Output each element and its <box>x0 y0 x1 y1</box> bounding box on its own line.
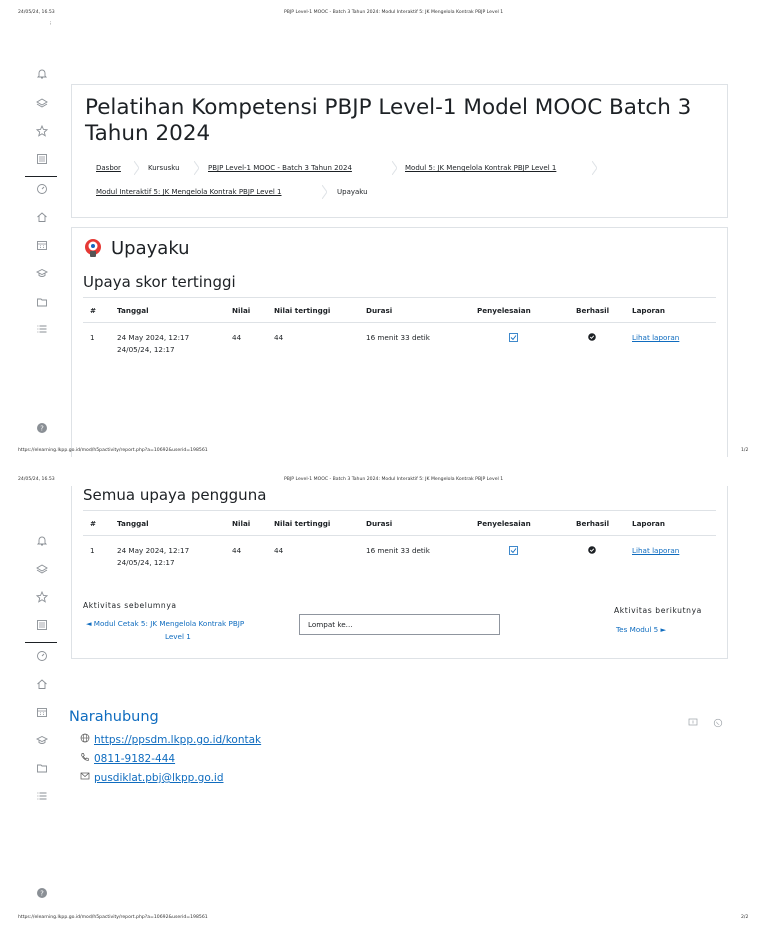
bell-icon[interactable] <box>36 68 48 80</box>
jump-to-select[interactable] <box>299 614 500 635</box>
breadcrumb-separator <box>134 161 139 175</box>
row-durasi: 16 menit 33 detik <box>366 546 430 555</box>
list-icon[interactable] <box>36 790 48 802</box>
breadcrumb-separator <box>392 161 397 175</box>
row-nilai-tertinggi: 44 <box>274 546 284 555</box>
prev-activity-link-line2[interactable]: Level 1 <box>165 632 191 641</box>
row-date: 24 May 2024, 12:17 <box>117 333 190 342</box>
home-icon[interactable] <box>36 211 48 223</box>
prev-activity-link[interactable]: ◄ Modul Cetak 5: JK Mengelola Kontrak PBJP <box>86 619 245 628</box>
home-icon[interactable] <box>36 678 48 690</box>
col-header-berhasil: Berhasil <box>576 306 610 315</box>
rail-active-divider <box>25 642 57 643</box>
bell-icon[interactable] <box>36 535 48 547</box>
help-icon[interactable] <box>36 887 48 899</box>
row-nilai: 44 <box>232 333 242 342</box>
folder-icon[interactable] <box>36 762 48 774</box>
breadcrumb-separator <box>322 185 327 199</box>
col-header-nilai-tertinggi: Nilai tertinggi <box>274 519 331 528</box>
calendar-icon[interactable] <box>36 706 48 718</box>
best-attempt-table <box>83 297 716 357</box>
col-header-tanggal: Tanggal <box>117 519 149 528</box>
table-header-row <box>83 297 716 323</box>
breadcrumb-activity[interactable]: Modul Interaktif 5: JK Mengelola Kontrak PBJP Level 1 <box>96 188 282 196</box>
checkbox-checked-icon <box>509 333 518 344</box>
contact-email-link[interactable]: pusdiklat.pbj@lkpp.go.id <box>94 772 224 784</box>
col-header-durasi: Durasi <box>366 519 393 528</box>
breadcrumb-kursusku: Kursusku <box>148 164 180 172</box>
all-attempts-table <box>83 510 716 570</box>
row-num: 1 <box>90 333 95 342</box>
globe-icon <box>80 733 94 746</box>
checkbox-checked-icon <box>509 546 518 557</box>
print-header-title: PBJP Level-1 MOOC - Batch 3 Tahun 2024: Modul Interaktif 5: JK Mengelola Kontrak PBJP Level 1 <box>284 10 504 15</box>
col-header-num: # <box>90 306 97 315</box>
col-header-penyelesaian: Penyelesaian <box>477 519 531 528</box>
rail-active-divider <box>25 176 57 177</box>
row-durasi: 16 menit 33 detik <box>366 333 430 342</box>
stray-mark: ; <box>50 21 52 26</box>
newspaper-icon[interactable] <box>36 619 48 631</box>
check-circle-icon <box>588 546 596 556</box>
col-header-num: # <box>90 519 97 528</box>
col-header-durasi: Durasi <box>366 306 393 315</box>
whatsapp-icon[interactable] <box>713 713 723 723</box>
col-header-laporan: Laporan <box>632 519 666 528</box>
calendar-icon[interactable] <box>36 239 48 251</box>
help-icon[interactable] <box>36 422 48 434</box>
layers-icon[interactable] <box>36 563 48 575</box>
gauge-icon[interactable] <box>36 650 48 662</box>
h5p-activity-icon <box>82 238 104 260</box>
activity-title: Upayaku <box>111 238 190 259</box>
svg-text:?: ? <box>40 424 44 433</box>
col-header-laporan: Laporan <box>632 306 666 315</box>
col-header-nilai-tertinggi: Nilai tertinggi <box>274 306 331 315</box>
col-header-berhasil: Berhasil <box>576 519 610 528</box>
row-date-short: 24/05/24, 12:17 <box>117 345 175 354</box>
breadcrumb-current: Upayaku <box>337 188 368 196</box>
row-nilai: 44 <box>232 546 242 555</box>
breadcrumb-course[interactable]: PBJP Level-1 MOOC - Batch 3 Tahun 2024 <box>208 164 352 172</box>
breadcrumb-separator <box>194 161 199 175</box>
print-datetime: 24/05/24, 16.53 <box>18 10 55 15</box>
breadcrumb-dasbor[interactable]: Dasbor <box>96 164 121 172</box>
graduation-cap-icon[interactable] <box>36 267 48 279</box>
check-circle-icon <box>588 333 596 343</box>
envelope-icon <box>80 771 94 784</box>
prev-activity-label: Aktivitas sebelumnya <box>83 601 177 610</box>
gauge-icon[interactable] <box>36 183 48 195</box>
row-date: 24 May 2024, 12:17 <box>117 546 190 555</box>
print-page-number: 1/2 <box>741 448 749 453</box>
contact-phone[interactable] <box>80 752 175 765</box>
contact-phone-link[interactable]: 0811-9182-444 <box>94 753 176 765</box>
table-header-row <box>83 510 716 536</box>
print-footer-url: https://elearning.lkpp.go.id/mod/h5pactivity/report.php?a=10692&userid=198561 <box>18 915 208 920</box>
jump-to-placeholder: Lompat ke... <box>308 620 353 629</box>
col-header-penyelesaian: Penyelesaian <box>477 306 531 315</box>
print-header-title: PBJP Level-1 MOOC - Batch 3 Tahun 2024: Modul Interaktif 5: JK Mengelola Kontrak PBJP Level 1 <box>284 477 504 482</box>
contact-email[interactable] <box>80 771 224 784</box>
row-nilai-tertinggi: 44 <box>274 333 284 342</box>
contact-website[interactable] <box>80 733 261 746</box>
graduation-cap-icon[interactable] <box>36 734 48 746</box>
col-header-nilai: Nilai <box>232 519 251 528</box>
svg-text:?: ? <box>40 889 44 898</box>
breadcrumb-module[interactable]: Modul 5: JK Mengelola Kontrak PBJP Level 1 <box>405 164 557 172</box>
layers-icon[interactable] <box>36 97 48 109</box>
breadcrumb-separator <box>592 161 597 175</box>
col-header-nilai: Nilai <box>232 306 251 315</box>
list-icon[interactable] <box>36 323 48 335</box>
contact-website-link[interactable]: https://ppsdm.lkpp.go.id/kontak <box>94 734 262 746</box>
best-attempt-heading: Upaya skor tertinggi <box>83 273 236 291</box>
folder-icon[interactable] <box>36 296 48 308</box>
next-activity-label: Aktivitas berikutnya <box>614 606 702 615</box>
col-header-tanggal: Tanggal <box>117 306 149 315</box>
all-attempts-heading: Semua upaya pengguna <box>83 486 267 504</box>
row-num: 1 <box>90 546 95 555</box>
view-report-link[interactable]: Lihat laporan <box>632 333 680 342</box>
star-icon[interactable] <box>36 591 48 603</box>
view-report-link[interactable]: Lihat laporan <box>632 546 680 555</box>
page-title: Pelatihan Kompetensi PBJP Level-1 Model MOOC Batch 3 Tahun 2024 <box>85 95 692 146</box>
contact-heading: Narahubung <box>69 709 159 725</box>
footer-info-icon[interactable] <box>688 712 698 722</box>
row-date-short: 24/05/24, 12:17 <box>117 558 175 567</box>
print-footer-url: https://elearning.lkpp.go.id/mod/h5pactivity/report.php?a=10692&userid=198561 <box>18 448 208 453</box>
newspaper-icon[interactable] <box>36 153 48 165</box>
star-icon[interactable] <box>36 125 48 137</box>
phone-icon <box>80 752 94 765</box>
print-datetime: 24/05/24, 16.53 <box>18 477 55 482</box>
print-page-number: 2/2 <box>741 915 749 920</box>
next-activity-link[interactable]: Tes Modul 5 ► <box>616 625 667 634</box>
